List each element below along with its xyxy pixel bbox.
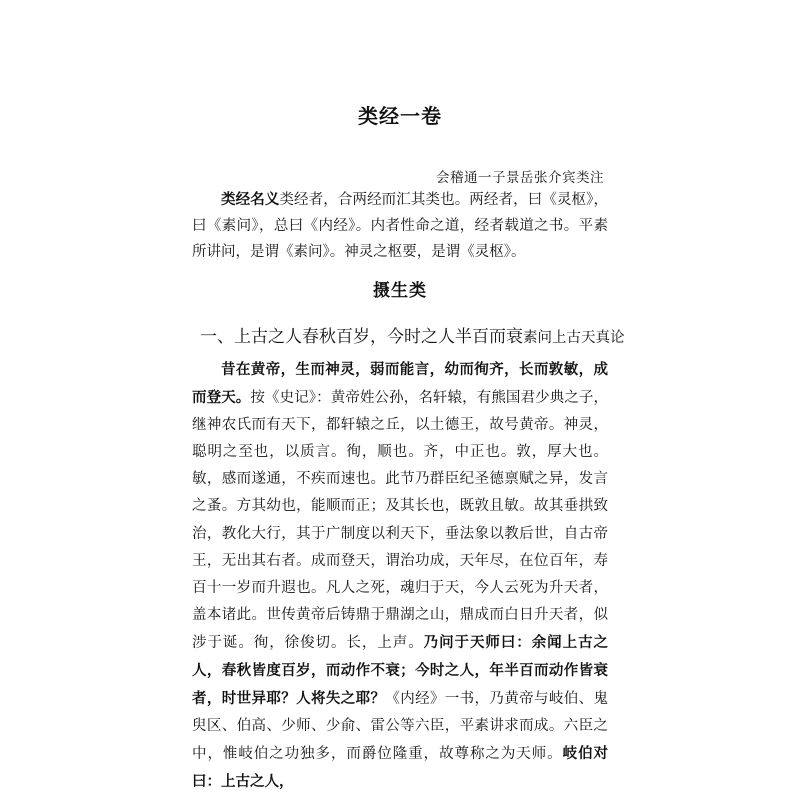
chapter-title xyxy=(200,322,625,347)
section-title: 摄生类 xyxy=(373,281,427,301)
intro-text: 类经者，合两经而汇其类也。两经者，曰《灵枢》，曰《素问》，总曰《内经》。内者性命之道，经者载道之书。平素所讲问，是谓《素问》。神灵之枢要，是谓《灵枢》。 xyxy=(192,192,609,260)
book-page xyxy=(192,0,625,800)
chapter-source: 素问上古天真论 xyxy=(523,330,625,346)
intro-lead-term: 类经名义 xyxy=(221,191,280,208)
classic-text-3: 岐伯对曰：上古之人， xyxy=(192,745,609,791)
commentary-text-2: 《内经》一书，乃黄帝与岐伯、鬼臾区、伯高、少师、少俞、雷公等六臣，平素讲求而成。六臣之中，惟岐伯之功独多，而爵位隆重，故尊称之为天师。 xyxy=(192,691,609,763)
volume-title: 类经一卷 xyxy=(358,104,442,128)
author-byline: 会稽通一子景岳张介宾类注 xyxy=(436,170,604,186)
body-paragraph xyxy=(192,356,608,797)
commentary-text-1: 按《史记》：黄帝姓公孙，名轩辕，有熊国君少典之子，继神农氏而有天下，都轩辕之丘，以土德王，故号黄帝。神灵，聪明之至也，以质言。徇，顺也。齐，中正也。敦，厚大也。敏，感而遂通，不疾而速也。此节乃群臣纪圣德禀赋之异，发言之蚤。方其幼也，能顺而正；及其长也，既敦且敏。故其垂拱致治，教化大行，其于广制度以利天下，垂法象以教后世，自古帝王，无出其右者。成而登天，谓治功成，天年尽，在位百年，寿百十一岁而升遐也。凡人之死，魂归于天，今人云死为升天者，盖本诸此。世传黄帝后铸鼎于鼎湖之山，鼎成而白日升天者，似涉于诞。徇，徐俊切。长，上声。 xyxy=(192,390,609,651)
classic-text-1: 昔在黄帝，生而神灵，弱而能言，幼而徇齐，长而敦敏，成而登天。 xyxy=(192,361,608,407)
chapter-title-text: 一、上古之人春秋百岁，今时之人半百而衰 xyxy=(200,327,523,347)
classic-text-2: 乃问于天师曰：余闻上古之人，春秋皆度百岁，而动作不衰；今时之人，年半百而动作皆衰者，时世异耶？人将失之耶？ xyxy=(192,633,609,708)
intro-paragraph xyxy=(192,187,608,265)
